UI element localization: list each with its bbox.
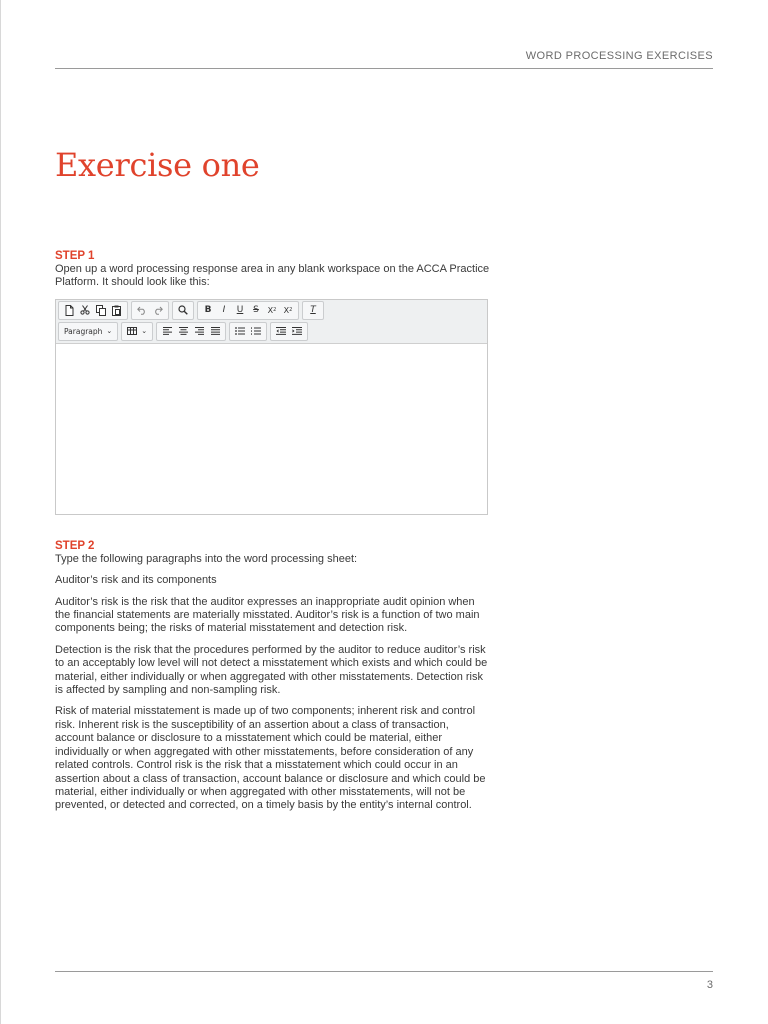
outdent-icon[interactable] — [273, 324, 289, 339]
body-paragraph: Risk of material misstatement is made up of two components; inherent risk and control risk. Inherent risk is the susceptibility of an assertion about a class of transaction, account balance or disclosure to a misstatement which could be material, either individually or when aggregated with other misstatements, before consideration of any related controls. Control risk is the risk that a misstatement which could occur in an assertion about a class of transaction, account balance or disclosure and which could be material, either individually or when aggregated with other misstatements, will not be prevented, or detected and corrected, on a timely basis by the entity’s internal control. — [55, 705, 486, 812]
section-heading: Auditor’s risk and its components — [55, 574, 217, 587]
redo-icon[interactable] — [150, 303, 166, 318]
table-icon — [127, 327, 137, 335]
body-paragraph: Auditor’s risk is the risk that the auditor expresses an inappropriate audit opinion when the financial statements are materially misstated. Auditor’s risk is a function of two main components being; the risks of material misstatement and detection risk. — [55, 595, 480, 635]
table-menu[interactable] — [124, 324, 150, 339]
clipboard-group — [58, 301, 128, 320]
running-header: WORD PROCESSING EXERCISES — [525, 50, 713, 62]
alignment-group — [156, 322, 226, 341]
toolbar-row-1 — [58, 301, 485, 320]
page-edge — [0, 0, 1, 1024]
find-icon[interactable] — [175, 303, 191, 318]
subscript-icon[interactable]: X 2 — [267, 305, 277, 315]
body-paragraph: Detection is the risk that the procedures performed by the auditor to reduce auditor’s risk to an acceptably low level will not detect a misstatement which exists and which could be material, either individually or when aggregated with other misstatements. Detection risk is affected by sampling and non-sampling risk. — [55, 643, 488, 697]
page-content — [55, 146, 490, 813]
history-group — [131, 301, 169, 320]
new-document-icon[interactable] — [61, 303, 77, 318]
indent-icon[interactable] — [289, 324, 305, 339]
clear-formatting-icon[interactable]: T — [310, 305, 316, 316]
word-processor-mock — [55, 299, 488, 515]
step-1-label: STEP 1 — [55, 250, 95, 262]
clear-group — [302, 301, 324, 320]
paragraph-format-value: Paragraph — [64, 326, 103, 336]
step-2-intro: Type the following paragraphs into the word processing sheet: — [55, 552, 358, 565]
footer-divider — [55, 971, 713, 972]
paste-icon[interactable] — [109, 303, 125, 318]
editor-toolbar — [56, 300, 487, 344]
list-group — [229, 322, 267, 341]
toolbar-row-2 — [58, 322, 485, 341]
chevron-down-icon: ⌄ — [141, 327, 148, 336]
formatting-group — [197, 301, 299, 320]
copy-icon[interactable] — [93, 303, 109, 318]
paragraph-format-select[interactable] — [61, 324, 115, 339]
header-divider — [55, 68, 713, 69]
align-right-icon[interactable] — [191, 324, 207, 339]
align-left-icon[interactable] — [159, 324, 175, 339]
numbered-list-icon[interactable] — [248, 324, 264, 339]
chevron-down-icon: ⌄ — [106, 327, 113, 336]
align-justify-icon[interactable] — [207, 324, 223, 339]
superscript-icon[interactable]: X 2 — [283, 305, 293, 315]
bold-icon[interactable]: B — [204, 305, 212, 316]
bullet-list-icon[interactable] — [232, 324, 248, 339]
undo-icon[interactable] — [134, 303, 150, 318]
format-select-group — [58, 322, 118, 341]
search-group — [172, 301, 194, 320]
step-2-label: STEP 2 — [55, 539, 95, 552]
editor-text-area[interactable] — [56, 343, 487, 514]
page-number: 3 — [706, 979, 713, 991]
indent-group — [270, 322, 308, 341]
italic-icon[interactable]: I — [222, 305, 226, 316]
align-center-icon[interactable] — [175, 324, 191, 339]
cut-icon[interactable] — [77, 303, 93, 318]
strikethrough-icon[interactable]: S — [253, 305, 259, 316]
page-title: Exercise one — [55, 146, 260, 184]
table-group — [121, 322, 153, 341]
step-1-text: Open up a word processing response area in any blank workspace on the ACCA Practice Platform. It should look like this: — [55, 263, 490, 289]
underline-icon[interactable]: U — [236, 305, 244, 316]
